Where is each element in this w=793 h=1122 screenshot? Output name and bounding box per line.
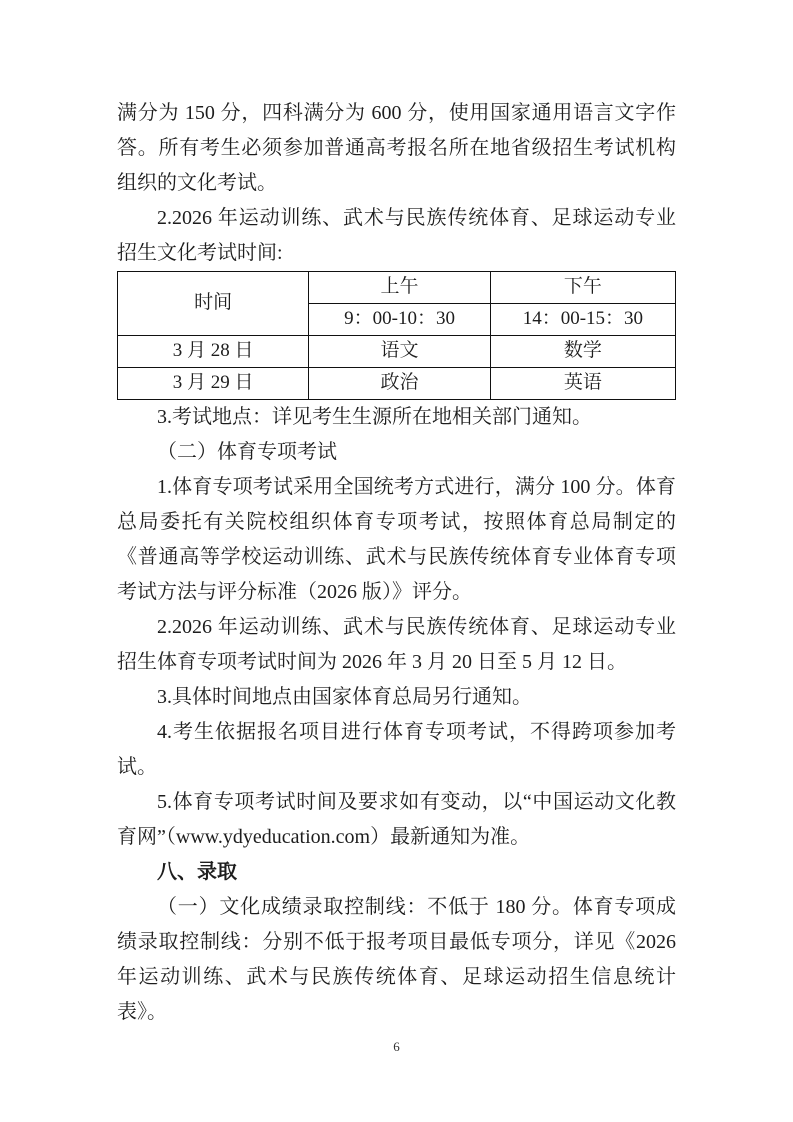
section-heading-admission: 八、录取 — [157, 861, 237, 883]
page-number: 6 — [393, 1039, 400, 1054]
table-subject-cell: 英语 — [490, 368, 675, 400]
table-row — [118, 336, 676, 368]
table-date-cell: 3 月 29 日 — [118, 368, 309, 400]
table-row — [118, 368, 676, 400]
paragraph-sport-exam-change-notice: 5.体育专项考试时间及要求如有变动，以“中国运动文化教育网”（www.ydyeducation.com）最新通知为准。 — [117, 791, 676, 848]
paragraph-sport-exam-time: 2.2026 年运动训练、武术与民族传统体育、足球运动专业招生体育专项考试时间为 2026 年 3 月 20 日至 5 月 12 日。 — [117, 616, 676, 673]
table-subject-cell: 政治 — [309, 368, 490, 400]
table-header-morning: 上午 — [309, 272, 490, 304]
paragraph-exam-location: 3.考试地点：详见考生生源所在地相关部门通知。 — [157, 406, 592, 428]
paragraph-admission-control-line: （一）文化成绩录取控制线：不低于 180 分。体育专项成绩录取控制线：分别不低于报考项目最低专项分，详见《2026 年运动训练、武术与民族传统体育、足球运动招生信息统计表》。 — [117, 896, 676, 1023]
table-corner-label: 时间 — [118, 272, 309, 336]
paragraph-culture-exam-time-lead: 2.2026 年运动训练、武术与民族传统体育、足球运动专业招生文化考试时间: — [117, 207, 676, 264]
paragraph-culture-exam-intro: 满分为 150 分，四科满分为 600 分，使用国家通用语言文字作答。所有考生必须参加普通高考报名所在地省级招生考试机构组织的文化考试。 — [117, 102, 676, 194]
table-date-cell: 3 月 28 日 — [118, 336, 309, 368]
subsection-heading-sport-exam: （二）体育专项考试 — [157, 441, 337, 463]
exam-schedule-table — [117, 271, 676, 400]
table-afternoon-time: 14：00-15：30 — [490, 304, 675, 336]
paragraph-sport-exam-method: 1.体育专项考试采用全国统考方式进行，满分 100 分。体育总局委托有关院校组织体育专项考试，按照体育总局制定的《普通高等学校运动训练、武术与民族传统体育专业体育专项考试方法与评分标准（2026 版）》评分。 — [117, 476, 676, 603]
table-row — [118, 272, 676, 304]
paragraph-sport-exam-notice: 3.具体时间地点由国家体育总局另行通知。 — [157, 686, 532, 708]
table-morning-time: 9：00-10：30 — [309, 304, 490, 336]
document-content — [117, 96, 676, 1030]
paragraph-sport-exam-project-rule: 4.考生依据报名项目进行体育专项考试，不得跨项参加考试。 — [117, 721, 676, 778]
table-header-afternoon: 下午 — [490, 272, 675, 304]
table-subject-cell: 语文 — [309, 336, 490, 368]
table-subject-cell: 数学 — [490, 336, 675, 368]
